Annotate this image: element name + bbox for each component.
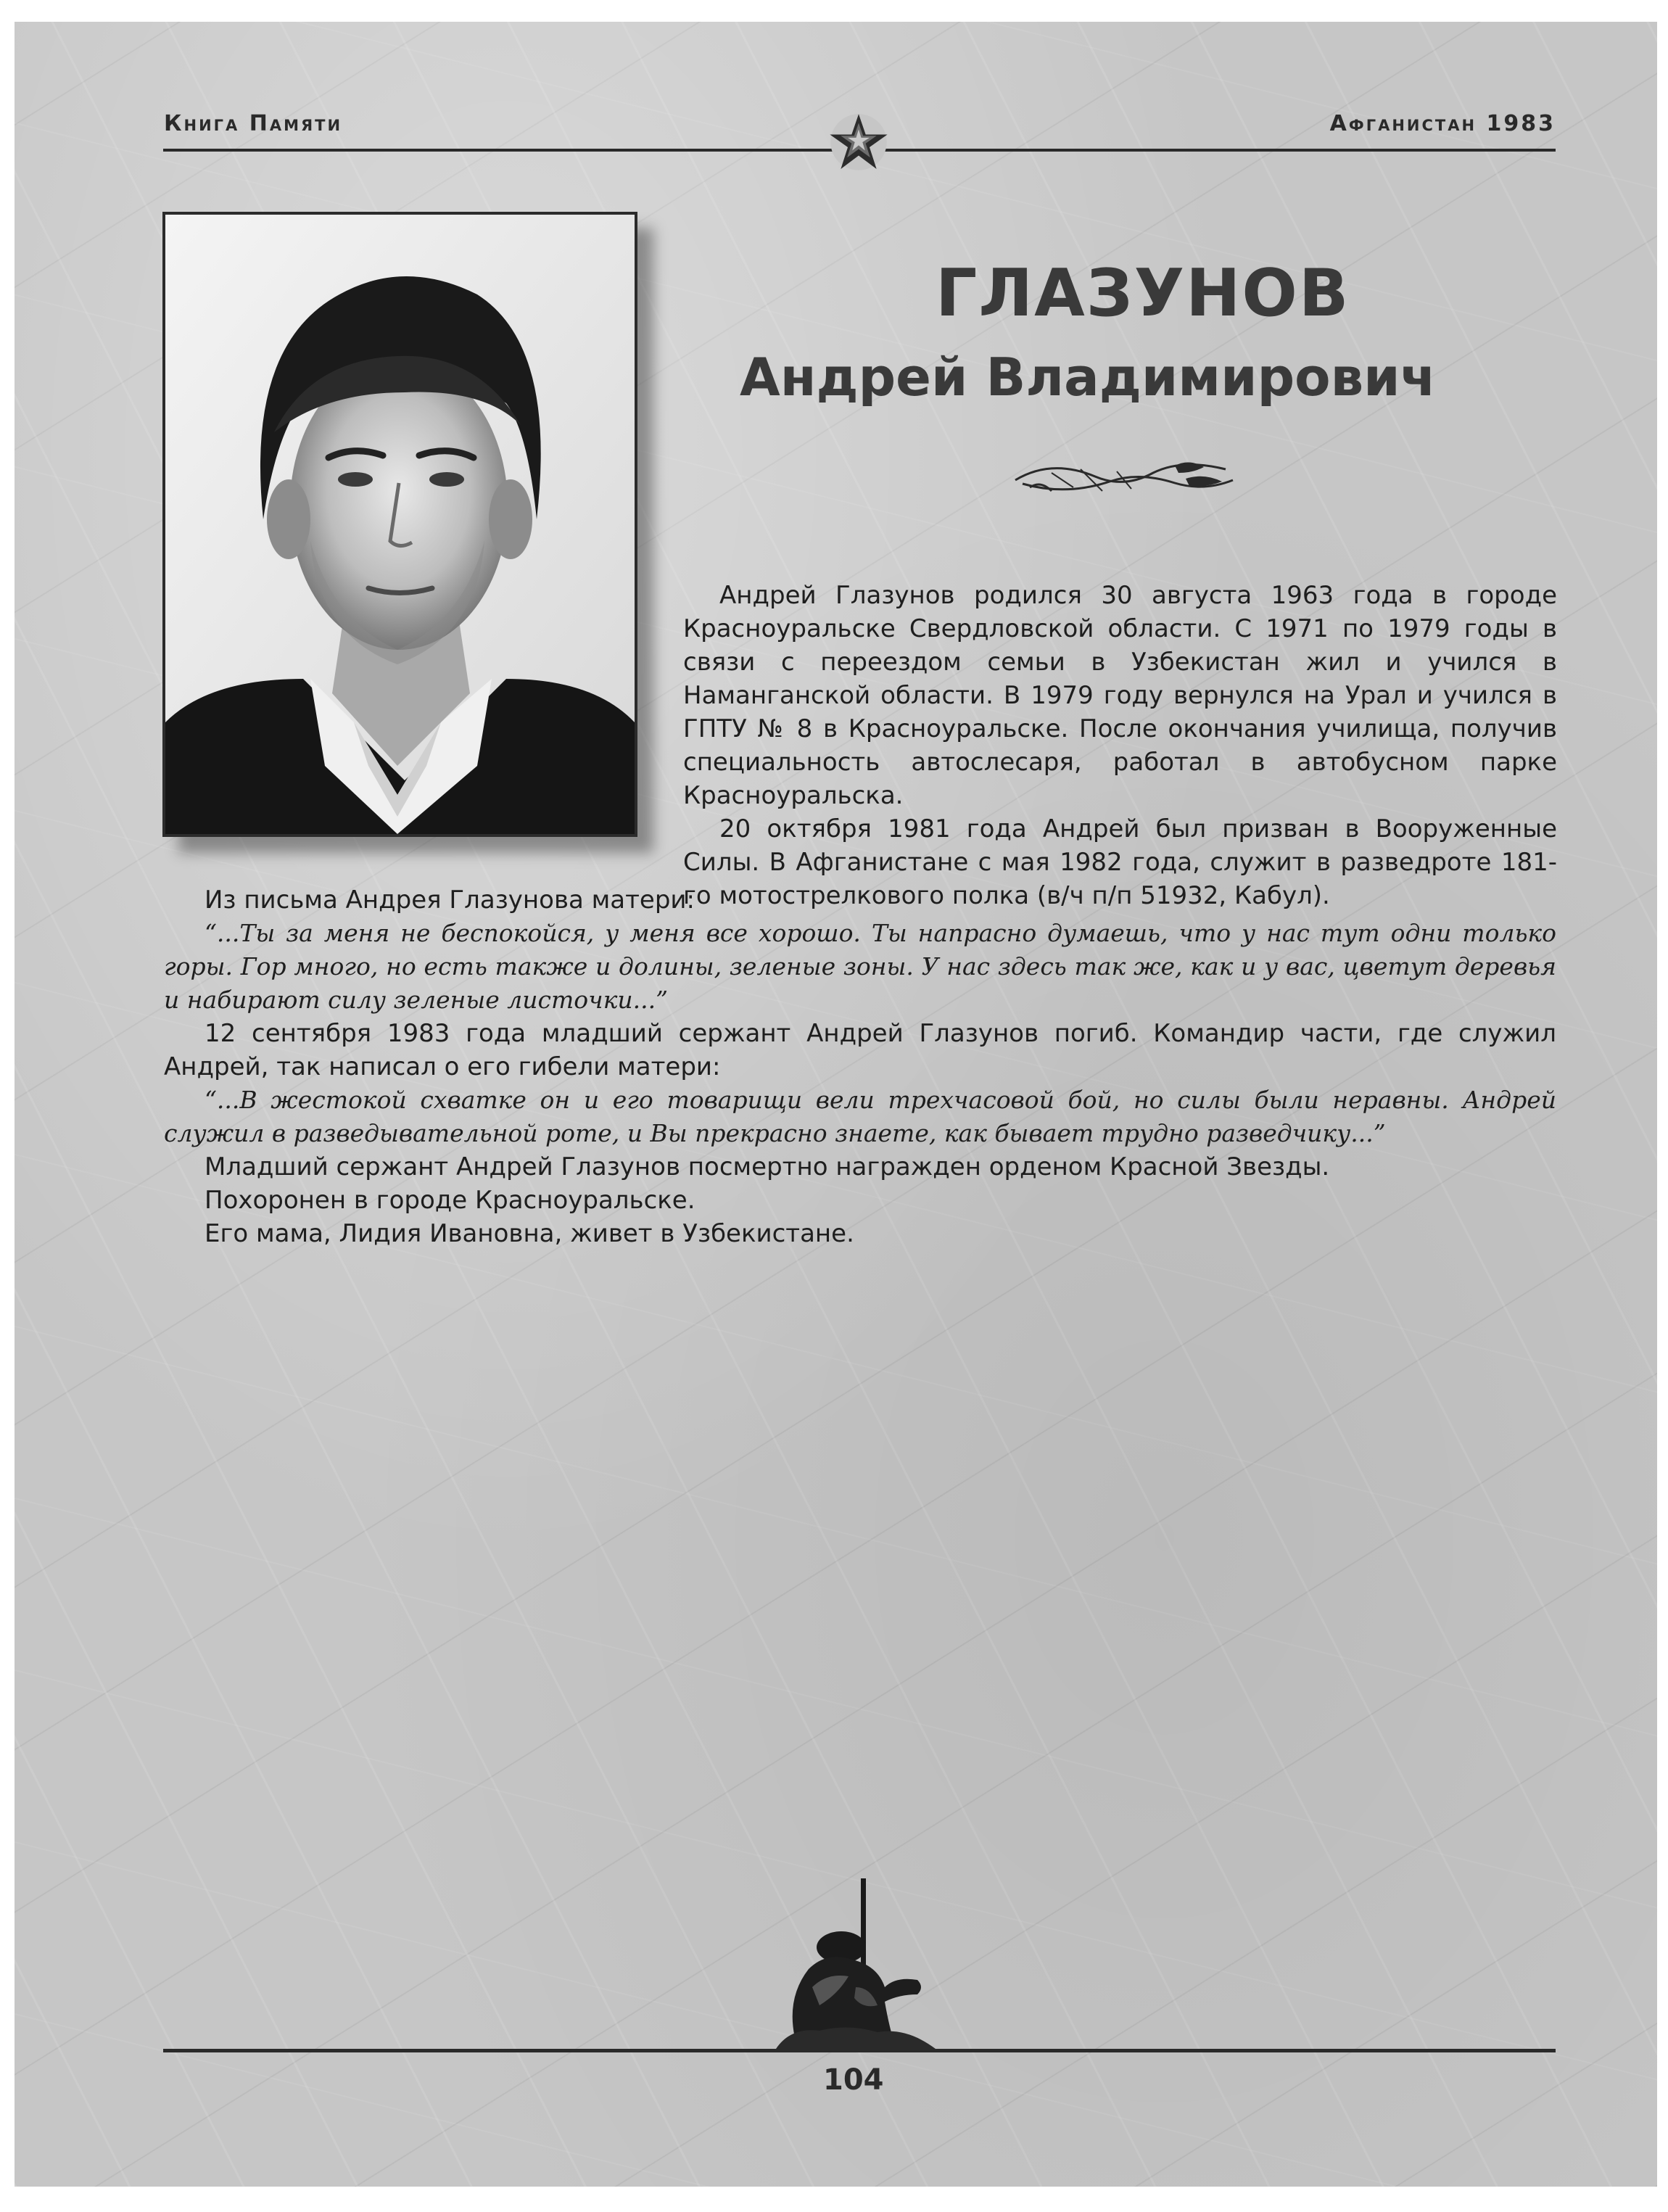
person-given-names: Андрей Владимирович [740,347,1437,408]
award-paragraph: Младший сержант Андрей Глазунов посмертно награжден орденом Красной Звезды. [205,1152,1330,1181]
death-paragraph: 12 сентября 1983 года младший сержант Андрей Глазунов погиб. Командир части, где служил Андрей, так написал о его гибели матери: [164,1019,1556,1081]
person-surname: ГЛАЗУНОВ [936,255,1350,331]
letter-intro: Из письма Андрея Глазунова матери: [205,886,695,915]
soldier-monument-icon [769,1878,943,2049]
footer-rule [163,2049,1556,2052]
mother-paragraph: Его мама, Лидия Ивановна, живет в Узбекистане. [205,1219,854,1248]
burial-paragraph: Похоронен в городе Красноуральске. [205,1186,695,1215]
letter-quote: “...Ты за меня не беспокойся, у меня все хорошо. Ты напрасно думаешь, что у нас тут одни только горы. Гор много, но есть также и долины, зеленые зоны. У нас здесь так же, как и у вас, цветут деревья и набирают силу зеленые листочки...” [164,919,1556,1014]
bio-paragraph: Андрей Глазунов родился 30 августа 1963 года в городе Красноуральске Свердловской области. С 1971 по 1979 годы в связи с переездом семьи в Узбекистан жил и учился в Наманганской области. В 1979 году вернулся на Урал и учился в ГПТУ № 8 в Красноуральске. После окончания училища, получив специальность автослесаря, работал в автобусном парке Красноуральска. [683,581,1557,810]
biography-block [683,579,1557,912]
bio-paragraph: 20 октября 1981 года Андрей был призван в Вооруженные Силы. В Афганистане с мая 1982 года, служит в разведроте 181-го мотострелкового полка (в/ч п/п 51932, Кабул). [683,814,1557,910]
commander-quote: “...В жестокой схватке он и его товарищи вели трехчасовой бой, но силы были неравны. Андрей служил в разведывательной роте, и Вы прекрасно знаете, как бывает трудно разведчику...” [164,1086,1556,1147]
ornament-flourish [1008,451,1240,502]
star-icon [827,110,891,174]
book-title: Книга Памяти [164,111,343,136]
portrait-photo [162,212,637,837]
section-title: Афганистан 1983 [1329,111,1556,136]
main-text-block [164,883,1556,1250]
page-number: 104 [823,2063,884,2097]
